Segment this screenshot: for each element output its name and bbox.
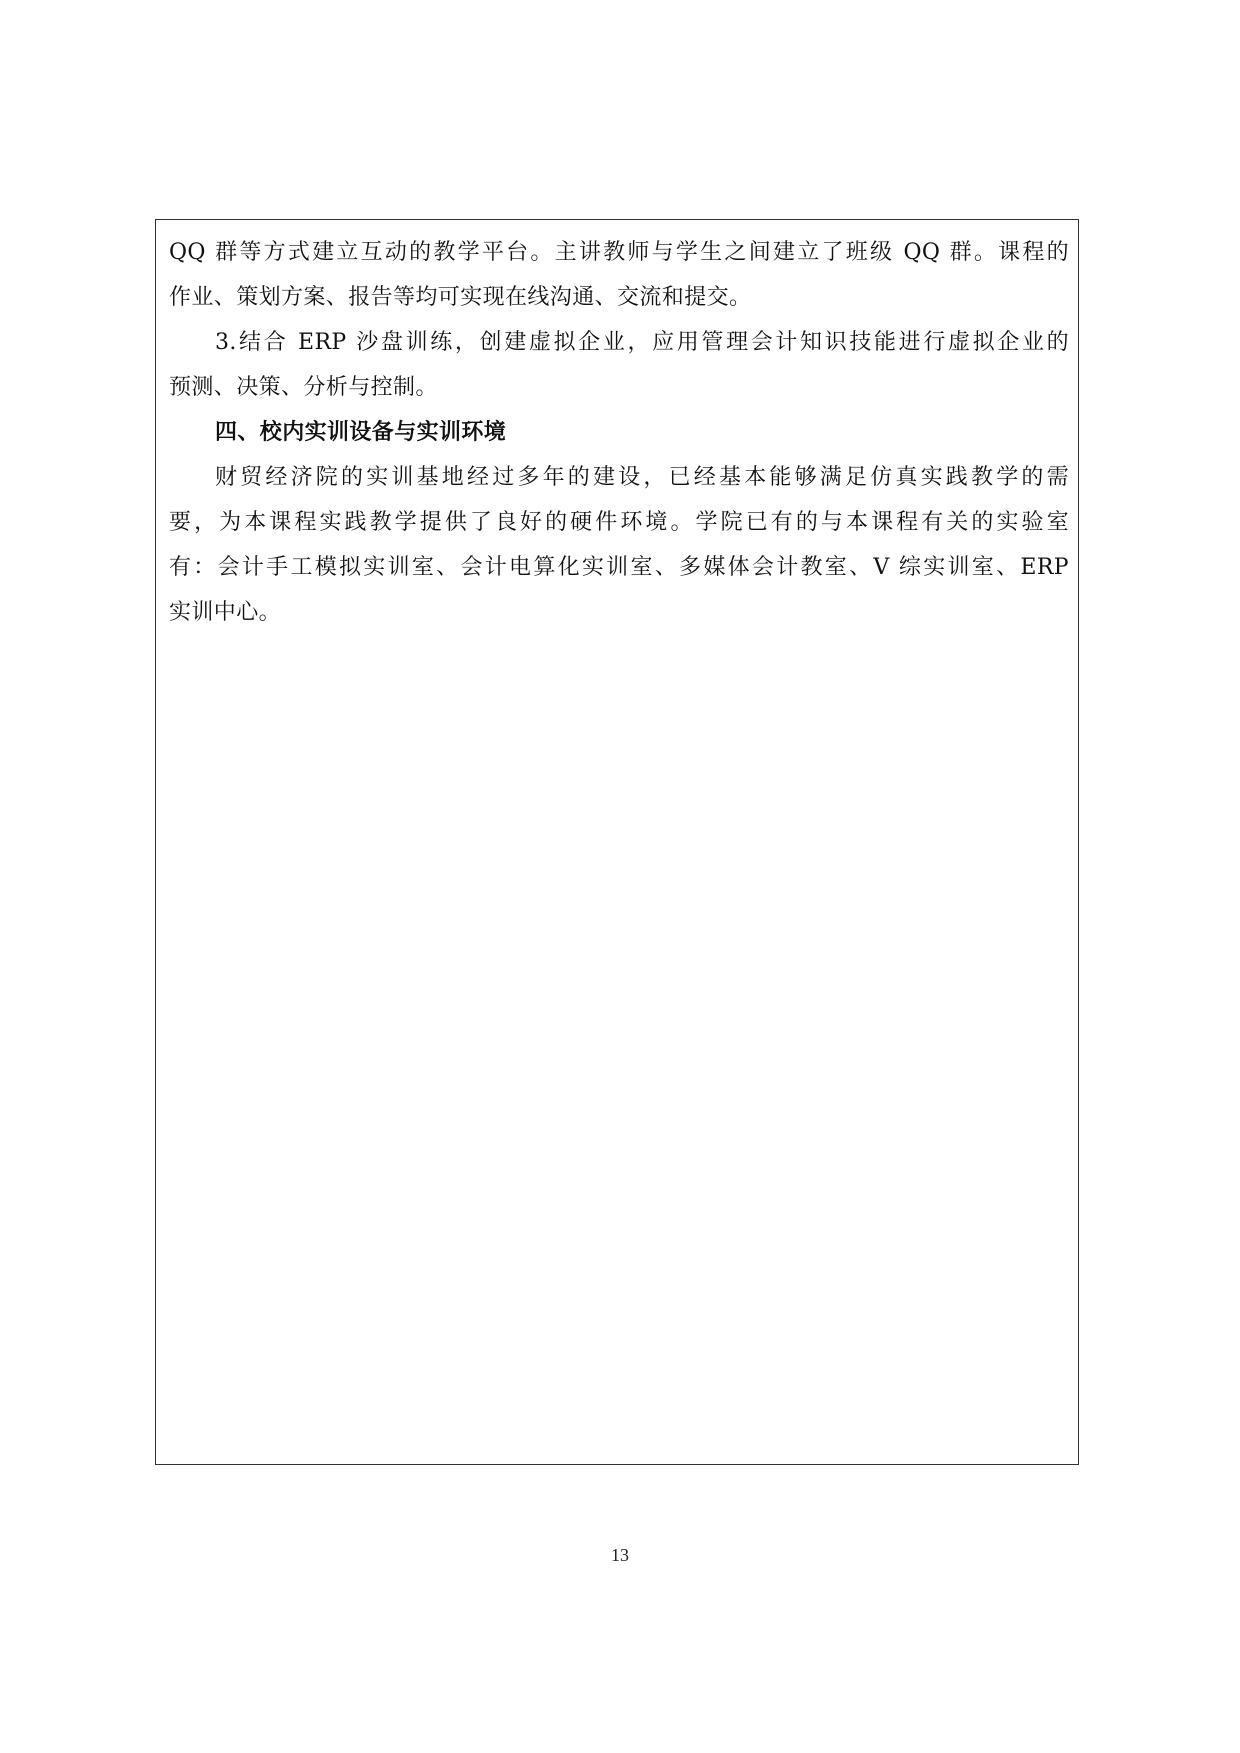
text-line: 实训中心。 — [169, 600, 282, 625]
text-line: 有：会计手工模拟实训室、会计电算化实训室、多媒体会计教室、V 综实训室、ERP — [169, 555, 1069, 580]
cell-text — [169, 220, 1069, 635]
text-line: 预测、决策、分析与控制。 — [169, 375, 438, 400]
text-line: 作业、策划方案、报告等均可实现在线沟通、交流和提交。 — [169, 285, 752, 310]
content-table-cell — [155, 219, 1079, 1465]
text-line: 3.结合 ERP 沙盘训练，创建虚拟企业，应用管理会计知识技能进行虚拟企业的 — [215, 330, 1069, 355]
text-line: 要，为本课程实践教学提供了良好的硬件环境。学院已有的与本课程有关的实验室 — [169, 510, 1069, 535]
text-line: 财贸经济院的实训基地经过多年的建设，已经基本能够满足仿真实践教学的需 — [215, 465, 1069, 490]
section-heading: 四、校内实训设备与实训环境 — [215, 420, 507, 445]
page-number: 13 — [611, 1545, 629, 1565]
text-line: QQ 群等方式建立互动的教学平台。主讲教师与学生之间建立了班级 QQ 群。课程的 — [169, 240, 1069, 265]
